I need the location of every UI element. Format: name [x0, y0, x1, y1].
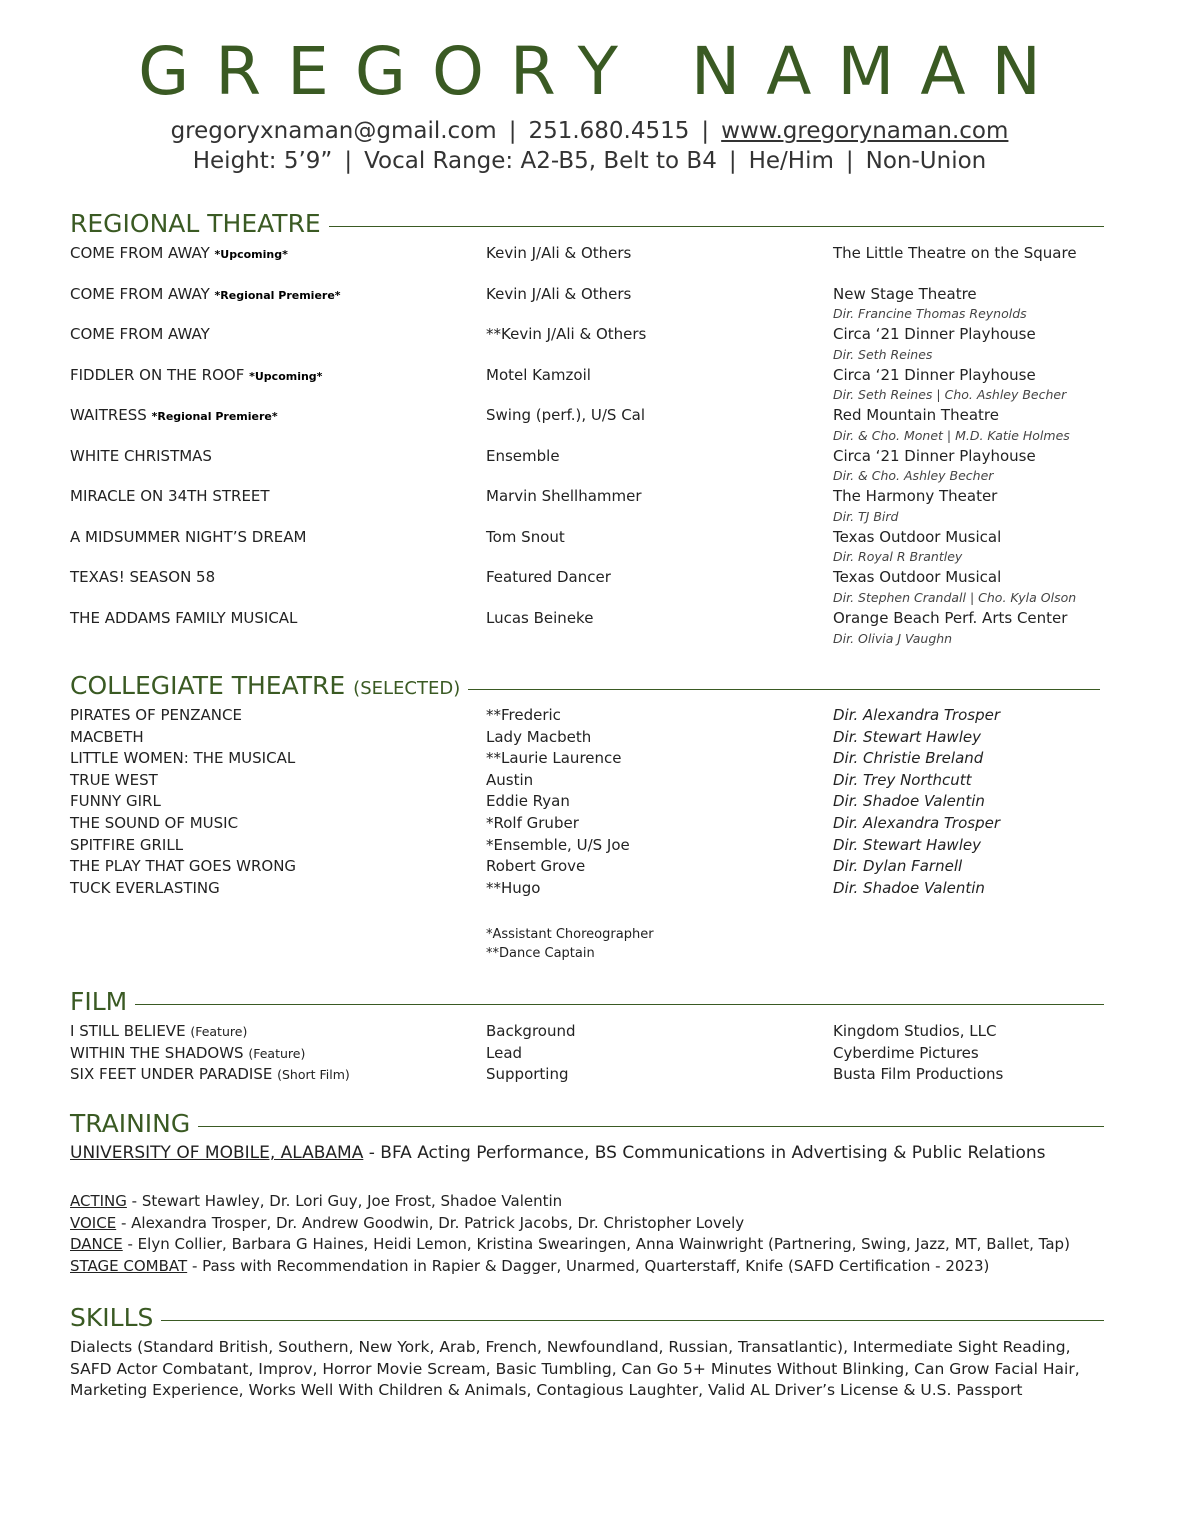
- show-note: *Upcoming*: [249, 370, 323, 383]
- section-title: SKILLS: [70, 1303, 154, 1332]
- role: Austin: [486, 771, 534, 789]
- separator: |: [845, 148, 854, 174]
- role: Motel Kamzoil: [486, 366, 591, 384]
- training-label: ACTING: [70, 1192, 127, 1210]
- show-title: COME FROM AWAY: [70, 244, 210, 262]
- section-title: TRAINING: [70, 1109, 191, 1138]
- role: **Hugo: [486, 879, 541, 897]
- director: Dir. Dylan Farnell: [833, 857, 963, 875]
- vocal-range: Vocal Range: A2-B5, Belt to B4: [364, 148, 717, 174]
- show-title: MIRACLE ON 34TH STREET: [70, 487, 270, 505]
- table-row: [70, 487, 270, 505]
- separator: |: [701, 118, 710, 144]
- show-title: COME FROM AWAY: [70, 325, 210, 343]
- director: Dir. TJ Bird: [833, 509, 899, 524]
- director: Dir. Francine Thomas Reynolds: [833, 306, 1027, 321]
- collegiate-section-header: [70, 672, 1100, 703]
- show-title: COME FROM AWAY: [70, 285, 210, 303]
- table-row: [70, 447, 212, 465]
- role: Marvin Shellhammer: [486, 487, 642, 505]
- film-type: (Feature): [190, 1024, 248, 1039]
- union-status: Non-Union: [865, 148, 987, 174]
- film-title: [70, 1044, 305, 1062]
- regional-section-header: [70, 210, 1104, 238]
- venue: Orange Beach Perf. Arts Center: [833, 609, 1068, 627]
- company: Kingdom Studios, LLC: [833, 1022, 997, 1040]
- show-title: TUCK EVERLASTING: [70, 879, 220, 897]
- role: Kevin J/Ali & Others: [486, 285, 632, 303]
- section-title: REGIONAL THEATRE: [70, 209, 321, 238]
- role: **Frederic: [486, 706, 561, 724]
- role: Lady Macbeth: [486, 728, 592, 746]
- table-row: [70, 285, 341, 303]
- show-title: MACBETH: [70, 728, 144, 746]
- role: Eddie Ryan: [486, 792, 570, 810]
- venue: The Little Theatre on the Square: [833, 244, 1077, 262]
- page-title: GREGORY NAMAN: [138, 33, 1067, 110]
- venue: Circa ‘21 Dinner Playhouse: [833, 325, 1036, 343]
- height: Height: 5’9”: [192, 148, 333, 174]
- director: Dir. Royal R Brantley: [833, 549, 963, 564]
- separator: |: [508, 118, 517, 144]
- role: Robert Grove: [486, 857, 586, 875]
- film-title: [70, 1022, 247, 1040]
- venue: Circa ‘21 Dinner Playhouse: [833, 366, 1036, 384]
- training-text: - Stewart Hawley, Dr. Lori Guy, Joe Frost, Shadoe Valentin: [126, 1192, 563, 1210]
- show-note: *Upcoming*: [214, 248, 288, 261]
- section-title: FILM: [70, 987, 128, 1016]
- film-title-text: I STILL BELIEVE: [70, 1022, 186, 1040]
- footnote: *Assistant Choreographer: [486, 927, 654, 942]
- section-subtitle: (SELECTED): [353, 678, 461, 699]
- show-title: LITTLE WOMEN: THE MUSICAL: [70, 749, 296, 767]
- show-title: THE ADDAMS FAMILY MUSICAL: [70, 609, 298, 627]
- role: Background: [486, 1022, 576, 1040]
- role: Featured Dancer: [486, 568, 611, 586]
- pronouns: He/Him: [748, 148, 834, 174]
- section-divider: [198, 1126, 1104, 1127]
- director: Dir. Shadoe Valentin: [833, 879, 985, 897]
- venue: Texas Outdoor Musical: [833, 528, 1002, 546]
- director: Dir. Stewart Hawley: [833, 836, 981, 854]
- director: Dir. Stephen Crandall | Cho. Kyla Olson: [833, 590, 1077, 605]
- company: Busta Film Productions: [833, 1065, 1004, 1083]
- degree: - BFA Acting Performance, BS Communications in Advertising & Public Relations: [363, 1143, 1046, 1163]
- venue: Texas Outdoor Musical: [833, 568, 1002, 586]
- film-type: (Short Film): [277, 1067, 350, 1082]
- training-text: - Pass with Recommendation in Rapier & Dagger, Unarmed, Quarterstaff, Knife (SAFD Certification - 2023): [187, 1257, 990, 1275]
- section-divider: [468, 689, 1100, 690]
- director: Dir. Olivia J Vaughn: [833, 631, 953, 646]
- training-label: VOICE: [70, 1214, 117, 1232]
- venue: The Harmony Theater: [833, 487, 998, 505]
- training-label: DANCE: [70, 1235, 123, 1253]
- show-title: WHITE CHRISTMAS: [70, 447, 212, 465]
- director: Dir. Stewart Hawley: [833, 728, 981, 746]
- table-row: [70, 528, 306, 546]
- role: Tom Snout: [486, 528, 565, 546]
- list-item: [70, 1235, 1070, 1253]
- show-note: *Regional Premiere*: [151, 410, 278, 423]
- director: Dir. Christie Breland: [833, 749, 984, 767]
- director: Dir. Seth Reines | Cho. Ashley Becher: [833, 387, 1067, 402]
- film-type: (Feature): [248, 1046, 306, 1061]
- show-title: SPITFIRE GRILL: [70, 836, 184, 854]
- role: Supporting: [486, 1065, 569, 1083]
- director: Dir. Shadoe Valentin: [833, 792, 985, 810]
- role: *Rolf Gruber: [486, 814, 579, 832]
- school-name: UNIVERSITY OF MOBILE, ALABAMA: [70, 1143, 364, 1163]
- role: **Laurie Laurence: [486, 749, 622, 767]
- film-section-header: [70, 988, 1104, 1016]
- table-row: [70, 406, 278, 424]
- venue: Circa ‘21 Dinner Playhouse: [833, 447, 1036, 465]
- show-title: TEXAS! SEASON 58: [70, 568, 216, 586]
- director: Dir. & Cho. Monet | M.D. Katie Holmes: [833, 428, 1070, 443]
- show-title: THE PLAY THAT GOES WRONG: [70, 857, 297, 875]
- company: Cyberdime Pictures: [833, 1044, 979, 1062]
- section-divider: [329, 226, 1104, 227]
- director: Dir. Alexandra Trosper: [833, 706, 1000, 724]
- contact-line: [0, 118, 1179, 144]
- skills-line: Dialects (Standard British, Southern, New York, Arab, French, Newfoundland, Russian, Transatlantic), Intermediate Sight Reading,: [70, 1338, 1071, 1356]
- show-title: TRUE WEST: [70, 771, 158, 789]
- role: Swing (perf.), U/S Cal: [486, 406, 646, 424]
- venue: Red Mountain Theatre: [833, 406, 999, 424]
- skills-line: SAFD Actor Combatant, Improv, Horror Movie Scream, Basic Tumbling, Can Go 5+ Minutes Without Blinking, Can Grow Facial Hair,: [70, 1359, 1080, 1378]
- table-row: [70, 366, 322, 384]
- separator: |: [728, 148, 737, 174]
- section-divider: [135, 1004, 1104, 1005]
- table-row: [70, 609, 297, 627]
- film-title-text: WITHIN THE SHADOWS: [70, 1044, 244, 1062]
- film-title-text: SIX FEET UNDER PARADISE: [70, 1065, 273, 1083]
- separator: |: [344, 148, 353, 174]
- role: Lead: [486, 1044, 523, 1062]
- list-item: [70, 1257, 989, 1275]
- skills-section-header: [70, 1304, 1104, 1332]
- section-title-text: COLLEGIATE THEATRE: [70, 671, 346, 700]
- show-title: PIRATES OF PENZANCE: [70, 706, 242, 724]
- director: Dir. & Cho. Ashley Becher: [833, 468, 994, 483]
- table-row: [70, 244, 288, 262]
- training-section-header: [70, 1110, 1104, 1138]
- venue: New Stage Theatre: [833, 285, 977, 303]
- stats-line: [0, 148, 1179, 174]
- film-title: [70, 1065, 350, 1083]
- role: **Kevin J/Ali & Others: [486, 325, 647, 343]
- director: Dir. Alexandra Trosper: [833, 814, 1000, 832]
- education: [70, 1143, 1046, 1163]
- training-label: STAGE COMBAT: [70, 1257, 188, 1275]
- role: Kevin J/Ali & Others: [486, 244, 632, 262]
- show-title: FIDDLER ON THE ROOF: [70, 366, 245, 384]
- section-divider: [161, 1320, 1104, 1321]
- show-title: FUNNY GIRL: [70, 792, 161, 810]
- role: Lucas Beineke: [486, 609, 594, 627]
- table-row: [70, 568, 215, 586]
- phone[interactable]: 251.680.4515: [528, 118, 690, 144]
- skills-line: Marketing Experience, Works Well With Children & Animals, Contagious Laughter, Valid AL Driver’s License & U.S. Passport: [70, 1381, 1023, 1399]
- show-title: WAITRESS: [70, 406, 147, 424]
- show-note: *Regional Premiere*: [214, 289, 341, 302]
- training-text: - Elyn Collier, Barbara G Haines, Heidi Lemon, Kristina Swearingen, Anna Wainwright (Partnering, Swing, Jazz, MT, Ballet, Tap): [122, 1235, 1070, 1253]
- list-item: [70, 1214, 744, 1232]
- email[interactable]: gregoryxnaman@gmail.com: [170, 118, 497, 144]
- table-row: [70, 325, 210, 343]
- show-title: THE SOUND OF MUSIC: [70, 814, 239, 832]
- show-title: A MIDSUMMER NIGHT’S DREAM: [70, 528, 307, 546]
- list-item: [70, 1192, 562, 1210]
- section-title: [70, 672, 460, 703]
- director: Dir. Trey Northcutt: [833, 771, 972, 789]
- website-link[interactable]: www.gregorynaman.com: [721, 118, 1009, 144]
- skills-text: [70, 1337, 1120, 1402]
- footnote: **Dance Captain: [486, 946, 595, 961]
- director: Dir. Seth Reines: [833, 347, 933, 362]
- role: *Ensemble, U/S Joe: [486, 836, 630, 854]
- role: Ensemble: [486, 447, 560, 465]
- training-text: - Alexandra Trosper, Dr. Andrew Goodwin, Dr. Patrick Jacobs, Dr. Christopher Lovely: [116, 1214, 745, 1232]
